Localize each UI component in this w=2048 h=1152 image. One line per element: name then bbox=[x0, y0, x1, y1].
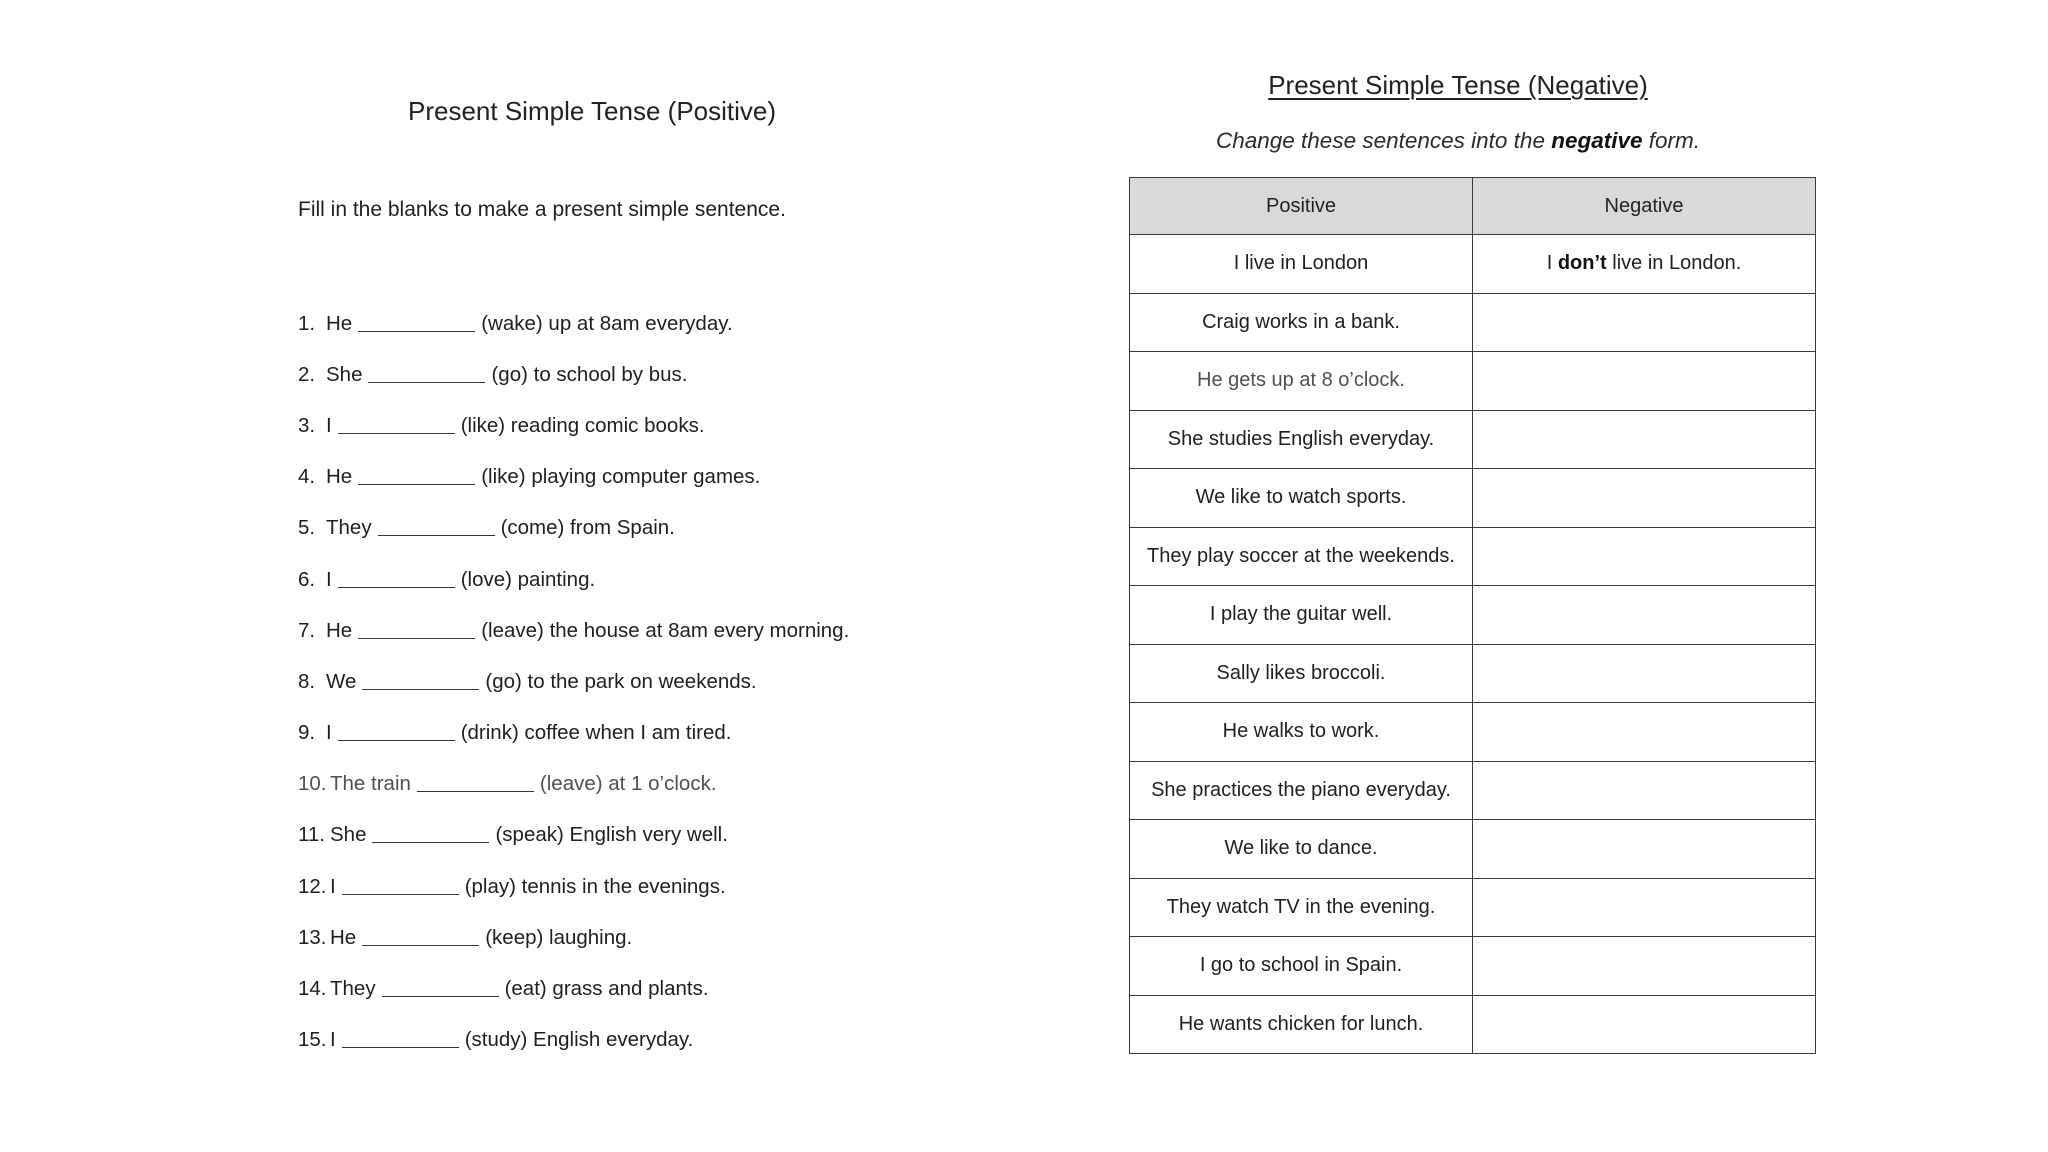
exercise-item bbox=[298, 349, 978, 400]
answer-blank[interactable] bbox=[368, 363, 485, 383]
table-row bbox=[1130, 469, 1816, 528]
exercise-rest: (study) English everyday. bbox=[464, 1028, 694, 1052]
negative-answer-cell[interactable] bbox=[1473, 586, 1816, 645]
exercise-subject: He bbox=[330, 925, 357, 949]
answer-blank[interactable] bbox=[372, 823, 489, 843]
negative-answer-cell[interactable] bbox=[1473, 469, 1816, 528]
exercise-number: 2. bbox=[298, 362, 316, 386]
instruction-text-before: Change these sentences into the bbox=[1215, 128, 1552, 153]
positive-cell: She studies English everyday. bbox=[1130, 410, 1473, 469]
negative-worksheet-title-text: Present Simple Tense (Negative) bbox=[1268, 70, 1648, 100]
negative-instruction bbox=[1128, 128, 1788, 154]
exercise-rest: (play) tennis in the evenings. bbox=[464, 874, 726, 898]
table-header-row bbox=[1130, 178, 1816, 235]
exercise-subject: I bbox=[326, 721, 332, 745]
exercise-subject: I bbox=[326, 413, 332, 437]
exercise-number: 14. bbox=[298, 977, 327, 1001]
answer-blank[interactable] bbox=[338, 721, 455, 741]
negative-answer-cell[interactable] bbox=[1473, 352, 1816, 411]
table-row bbox=[1130, 293, 1816, 352]
exercise-number: 11. bbox=[298, 823, 325, 847]
positive-cell: They play soccer at the weekends. bbox=[1130, 527, 1473, 586]
exercise-number: 5. bbox=[298, 516, 316, 540]
instruction-text-after: form. bbox=[1642, 128, 1701, 153]
example-negative-cell bbox=[1473, 235, 1816, 294]
exercise-item bbox=[298, 298, 978, 349]
exercise-subject: I bbox=[330, 1028, 336, 1052]
exercise-subject: She bbox=[330, 823, 367, 847]
positive-cell: I play the guitar well. bbox=[1130, 586, 1473, 645]
example-negative-bold: don’t bbox=[1557, 252, 1607, 275]
exercise-rest: (leave) at 1 o’clock. bbox=[539, 772, 717, 796]
table-row bbox=[1130, 937, 1816, 996]
exercise-item bbox=[298, 452, 978, 503]
answer-blank[interactable] bbox=[358, 619, 475, 639]
table-row bbox=[1130, 527, 1816, 586]
answer-blank[interactable] bbox=[338, 568, 455, 588]
exercise-number: 8. bbox=[298, 669, 316, 693]
conversion-table bbox=[1129, 177, 1816, 1054]
negative-answer-cell[interactable] bbox=[1473, 937, 1816, 996]
exercise-item bbox=[298, 708, 978, 759]
exercise-subject: He bbox=[326, 311, 353, 335]
table-row bbox=[1130, 995, 1816, 1054]
exercise-number: 4. bbox=[298, 465, 316, 489]
exercise-rest: (keep) laughing. bbox=[485, 925, 633, 949]
answer-blank[interactable] bbox=[378, 516, 495, 536]
exercise-item bbox=[298, 912, 978, 963]
exercise-rest: (love) painting. bbox=[460, 567, 596, 591]
exercise-subject: They bbox=[326, 516, 372, 540]
exercise-rest: (leave) the house at 8am every morning. bbox=[481, 618, 850, 642]
positive-cell: Craig works in a bank. bbox=[1130, 293, 1473, 352]
table-row bbox=[1130, 820, 1816, 879]
instruction-text-bold: negative bbox=[1551, 128, 1643, 153]
exercise-rest: (like) reading comic books. bbox=[460, 413, 705, 437]
exercise-subject: I bbox=[330, 874, 336, 898]
exercise-rest: (drink) coffee when I am tired. bbox=[460, 721, 732, 745]
exercise-rest: (go) to school by bus. bbox=[491, 362, 688, 386]
exercise-number: 1. bbox=[298, 311, 316, 335]
exercise-rest: (wake) up at 8am everyday. bbox=[481, 311, 733, 335]
exercise-subject: They bbox=[330, 977, 376, 1001]
positive-cell: He gets up at 8 o’clock. bbox=[1130, 352, 1473, 411]
exercise-subject: He bbox=[326, 465, 353, 489]
column-header-positive: Positive bbox=[1130, 178, 1473, 235]
exercise-item bbox=[298, 554, 978, 605]
answer-blank[interactable] bbox=[358, 465, 475, 485]
exercise-item bbox=[298, 963, 978, 1014]
answer-blank[interactable] bbox=[342, 875, 459, 895]
exercise-rest: (come) from Spain. bbox=[500, 516, 675, 540]
negative-answer-cell[interactable] bbox=[1473, 820, 1816, 879]
table-row bbox=[1130, 878, 1816, 937]
exercise-item bbox=[298, 759, 978, 810]
exercise-number: 15. bbox=[298, 1028, 327, 1052]
example-negative-after: live in London. bbox=[1606, 252, 1742, 275]
answer-blank[interactable] bbox=[338, 414, 455, 434]
answer-blank[interactable] bbox=[342, 1028, 459, 1048]
exercise-item bbox=[298, 1015, 978, 1066]
negative-answer-cell[interactable] bbox=[1473, 293, 1816, 352]
answer-blank[interactable] bbox=[362, 926, 479, 946]
exercise-number: 6. bbox=[298, 567, 316, 591]
answer-blank[interactable] bbox=[382, 977, 499, 997]
positive-cell: We like to watch sports. bbox=[1130, 469, 1473, 528]
table-row bbox=[1130, 352, 1816, 411]
negative-answer-cell[interactable] bbox=[1473, 644, 1816, 703]
exercise-subject: She bbox=[326, 362, 363, 386]
exercise-item bbox=[298, 656, 978, 707]
example-row bbox=[1130, 235, 1816, 294]
negative-answer-cell[interactable] bbox=[1473, 527, 1816, 586]
exercise-item bbox=[298, 400, 978, 451]
positive-cell: Sally likes broccoli. bbox=[1130, 644, 1473, 703]
table-row bbox=[1130, 761, 1816, 820]
exercise-rest: (like) playing computer games. bbox=[481, 465, 761, 489]
example-negative-before: I bbox=[1546, 252, 1558, 275]
exercise-item bbox=[298, 605, 978, 656]
positive-cell: I go to school in Spain. bbox=[1130, 937, 1473, 996]
exercise-subject: The train bbox=[330, 772, 411, 796]
exercise-subject: We bbox=[326, 669, 357, 693]
answer-blank[interactable] bbox=[417, 772, 534, 792]
exercise-list bbox=[298, 298, 978, 1066]
table-row bbox=[1130, 586, 1816, 645]
table-row bbox=[1130, 703, 1816, 762]
example-positive-cell: I live in London bbox=[1130, 235, 1473, 294]
negative-answer-cell[interactable] bbox=[1473, 410, 1816, 469]
table-row bbox=[1130, 410, 1816, 469]
exercise-number: 3. bbox=[298, 413, 316, 437]
positive-cell: He walks to work. bbox=[1130, 703, 1473, 762]
answer-blank[interactable] bbox=[362, 670, 479, 690]
exercise-number: 10. bbox=[298, 772, 327, 796]
exercise-number: 12. bbox=[298, 874, 327, 898]
exercise-item bbox=[298, 503, 978, 554]
exercise-number: 9. bbox=[298, 721, 316, 745]
exercise-subject: He bbox=[326, 618, 353, 642]
positive-worksheet-title: Present Simple Tense (Positive) bbox=[408, 96, 777, 126]
negative-answer-cell[interactable] bbox=[1473, 995, 1816, 1054]
exercise-item bbox=[298, 861, 978, 912]
column-header-negative: Negative bbox=[1473, 178, 1816, 235]
exercise-item bbox=[298, 810, 978, 861]
exercise-subject: I bbox=[326, 567, 332, 591]
exercise-rest: (speak) English very well. bbox=[495, 823, 728, 847]
negative-worksheet-title bbox=[1128, 70, 1788, 101]
exercise-number: 7. bbox=[298, 618, 316, 642]
positive-cell: He wants chicken for lunch. bbox=[1130, 995, 1473, 1054]
negative-answer-cell[interactable] bbox=[1473, 761, 1816, 820]
positive-cell: We like to dance. bbox=[1130, 820, 1473, 879]
negative-answer-cell[interactable] bbox=[1473, 878, 1816, 937]
exercise-number: 13. bbox=[298, 925, 327, 949]
exercise-rest: (go) to the park on weekends. bbox=[485, 669, 757, 693]
negative-answer-cell[interactable] bbox=[1473, 703, 1816, 762]
table-row bbox=[1130, 644, 1816, 703]
positive-cell: She practices the piano everyday. bbox=[1130, 761, 1473, 820]
exercise-rest: (eat) grass and plants. bbox=[504, 977, 709, 1001]
positive-instruction: Fill in the blanks to make a present simple sentence. bbox=[298, 198, 786, 221]
positive-cell: They watch TV in the evening. bbox=[1130, 878, 1473, 937]
answer-blank[interactable] bbox=[358, 312, 475, 332]
